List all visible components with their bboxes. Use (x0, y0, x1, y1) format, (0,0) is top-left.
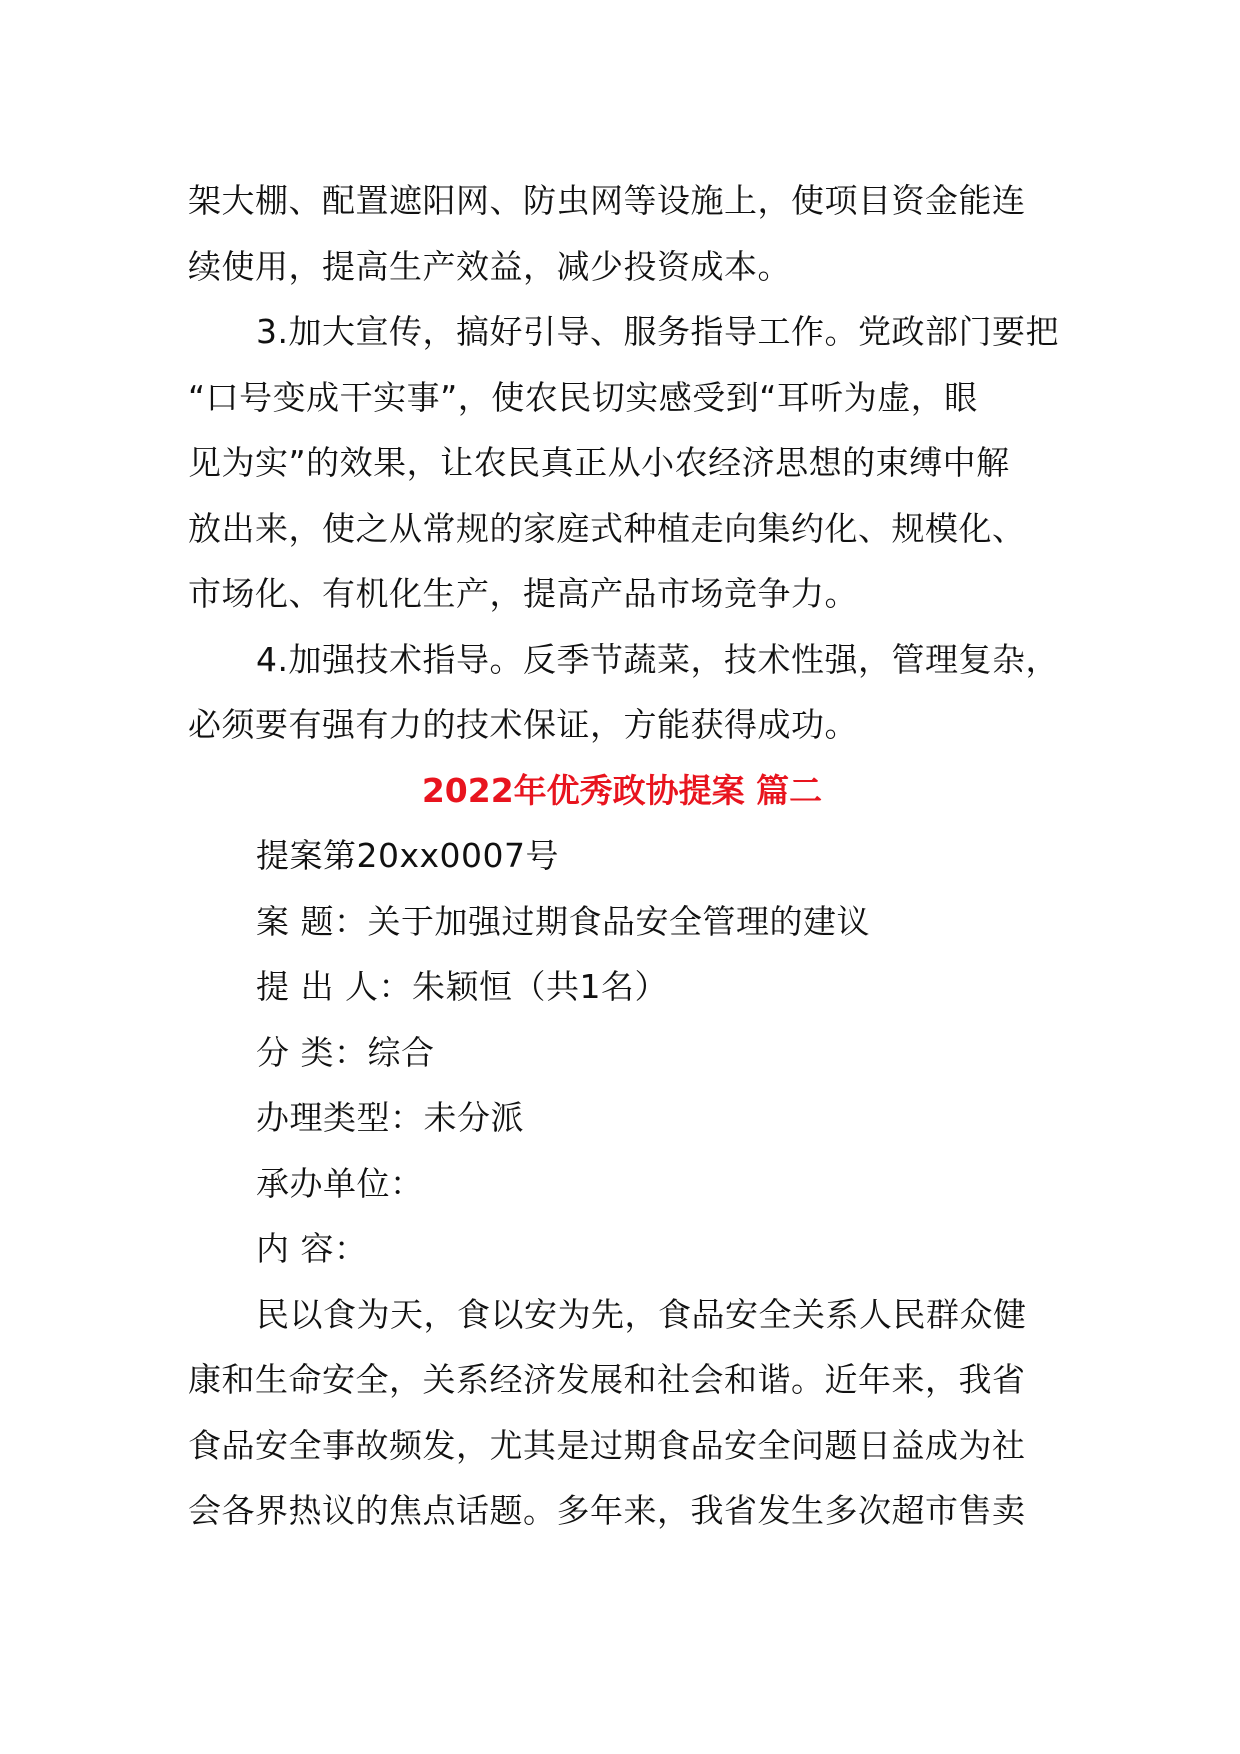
proposal-content-label: 内 容： (256, 1229, 368, 1268)
text-line: 4.加强技术指导。反季节蔬菜，技术性强，管理复杂， (256, 639, 1059, 679)
text-line: 架大棚、配置遮阳网、防虫网等设施上，使项目资金能连 (188, 181, 1026, 220)
document-page (188, 168, 1068, 1544)
proposal-handling-unit: 承办单位： (256, 1163, 424, 1203)
proposal-proposer: 提 出 人：朱颖恒（共1名） (256, 967, 668, 1006)
proposal-number: 提案第20xx0007号 (256, 836, 560, 875)
proposal-subject: 案 题：关于加强过期食品安全管理的建议 (256, 901, 870, 941)
text-line: 放出来，使之从常规的家庭式种植走向集约化、规模化、 (188, 508, 1026, 548)
text-line: 市场化、有机化生产，提高产品市场竞争力。 (188, 574, 858, 613)
text-line: 必须要有强有力的技术保证，方能获得成功。 (188, 705, 858, 744)
text-line: “口号变成干实事”，使农民切实感受到“耳听为虚，眼 (188, 377, 978, 417)
paragraph-technical-guidance (188, 627, 1068, 758)
paragraph-publicity (188, 299, 1068, 627)
section-title: 2022年优秀政协提案 篇二 (421, 770, 823, 810)
paragraph-facilities-continued (188, 168, 1068, 299)
text-line: 3.加大宣传，搞好引导、服务指导工作。党政部门要把 (256, 312, 1059, 351)
text-line: 康和生命安全，关系经济发展和社会和谐。近年来，我省 (188, 1360, 1026, 1399)
text-line: 会各界热议的焦点话题。多年来，我省发生多次超市售卖 (188, 1491, 1026, 1530)
paragraph-food-safety (188, 1282, 1068, 1544)
text-line: 食品安全事故频发，尤其是过期食品安全问题日益成为社 (188, 1425, 1026, 1465)
proposal-handling-type: 办理类型：未分派 (256, 1098, 524, 1137)
proposal-category: 分 类：综合 (256, 1032, 435, 1072)
text-line: 续使用，提高生产效益，减少投资成本。 (188, 246, 791, 286)
text-line: 民以食为天，食以安为先，食品安全关系人民群众健 (256, 1294, 1027, 1334)
text-line: 见为实”的效果，让农民真正从小农经济思想的束缚中解 (188, 443, 1010, 482)
proposal-fields (188, 823, 1068, 1282)
